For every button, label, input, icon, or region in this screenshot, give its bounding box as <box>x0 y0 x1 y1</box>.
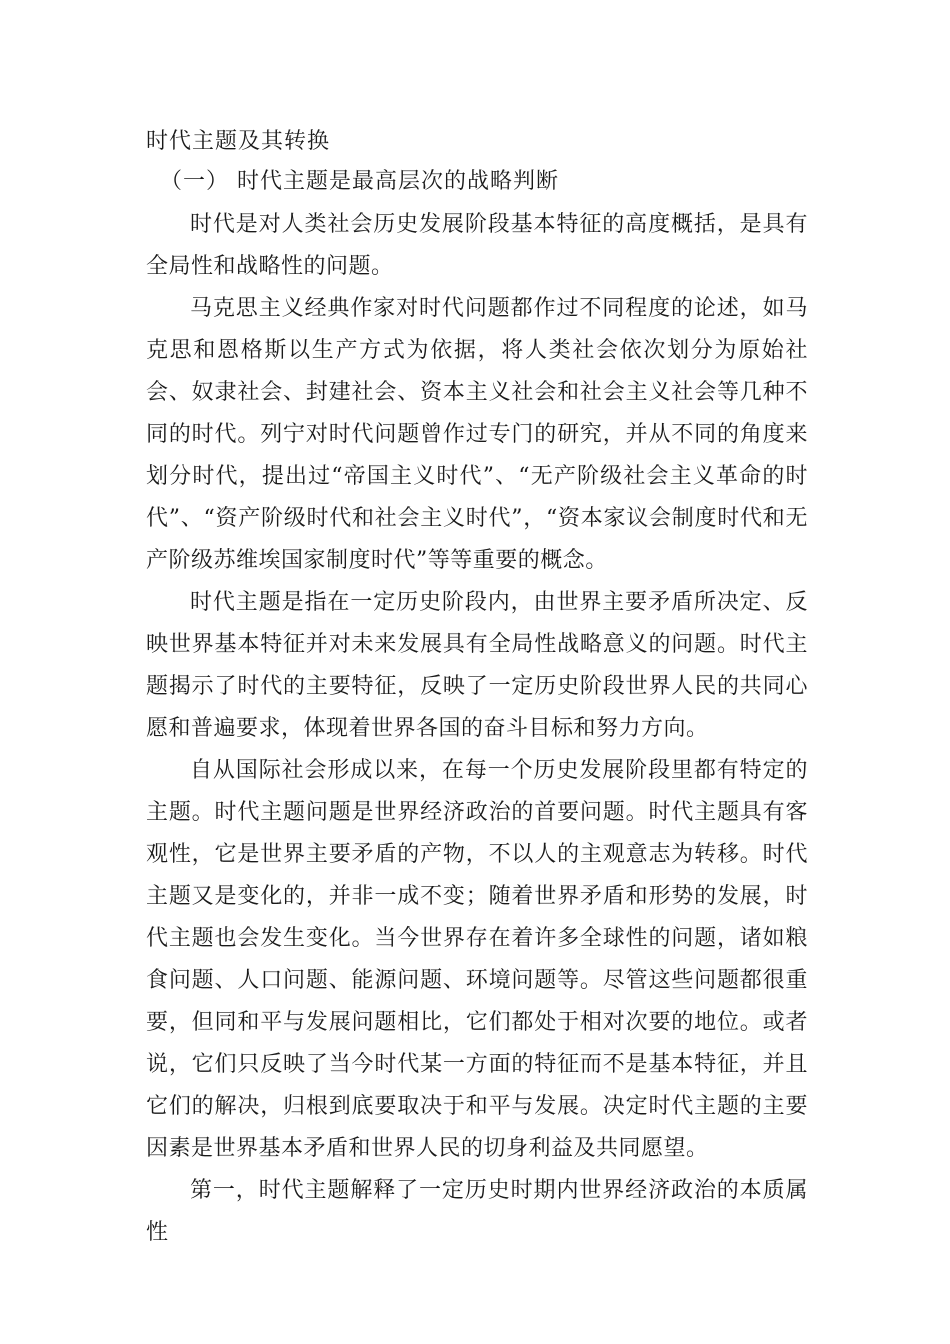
document-title: 时代主题及其转换 <box>146 129 331 154</box>
paragraph: 时代是对人类社会历史发展阶段基本特征的高度概括，是具有全局性和战略性的问题。 <box>146 212 808 279</box>
paragraph: 马克思主义经典作家对时代问题都作过不同程度的论述，如马克思和恩格斯以生产方式为依据，将人类社会依次划分为原始社会、奴隶社会、封建社会、资本主义社会和社会主义社会等几种不同的时代。列宁对时代问题曾作过专门的研究，并从不同的角度来划分时代，提出过“帝国主义时代”、“无产阶级社会主义革命的时代”、“资产阶级时代和社会主义时代”，“资本家议会制度时代和无产阶级苏维埃国家制度时代”等等重要的概念。 <box>146 296 808 573</box>
section-heading: （一） 时代主题是最高层次的战略判断 <box>160 169 559 194</box>
paragraph: 第一，时代主题解释了一定历史时期内世界经济政治的本质属性 <box>146 1178 808 1245</box>
document-body <box>146 122 808 1254</box>
paragraph: 时代主题是指在一定历史阶段内，由世界主要矛盾所决定、反映世界基本特征并对未来发展具有全局性战略意义的问题。时代主题揭示了时代的主要特征，反映了一定历史阶段世界人民的共同心愿和普遍要求，体现着世界各国的奋斗目标和努力方向。 <box>146 590 808 741</box>
paragraph: 自从国际社会形成以来，在每一个历史发展阶段里都有特定的主题。时代主题问题是世界经济政治的首要问题。时代主题具有客观性，它是世界主要矛盾的产物，不以人的主观意志为转移。时代主题又是变化的，并非一成不变；随着世界矛盾和形势的发展，时代主题也会发生变化。当今世界存在着许多全球性的问题，诸如粮食问题、人口问题、能源问题、环境问题等。尽管这些问题都很重要，但同和平与发展问题相比，它们都处于相对次要的地位。或者说，它们只反映了当今时代某一方面的特征而不是基本特征，并且它们的解决，归根到底要取决于和平与发展。决定时代主题的主要因素是世界基本矛盾和世界人民的切身利益及共同愿望。 <box>146 758 808 1161</box>
